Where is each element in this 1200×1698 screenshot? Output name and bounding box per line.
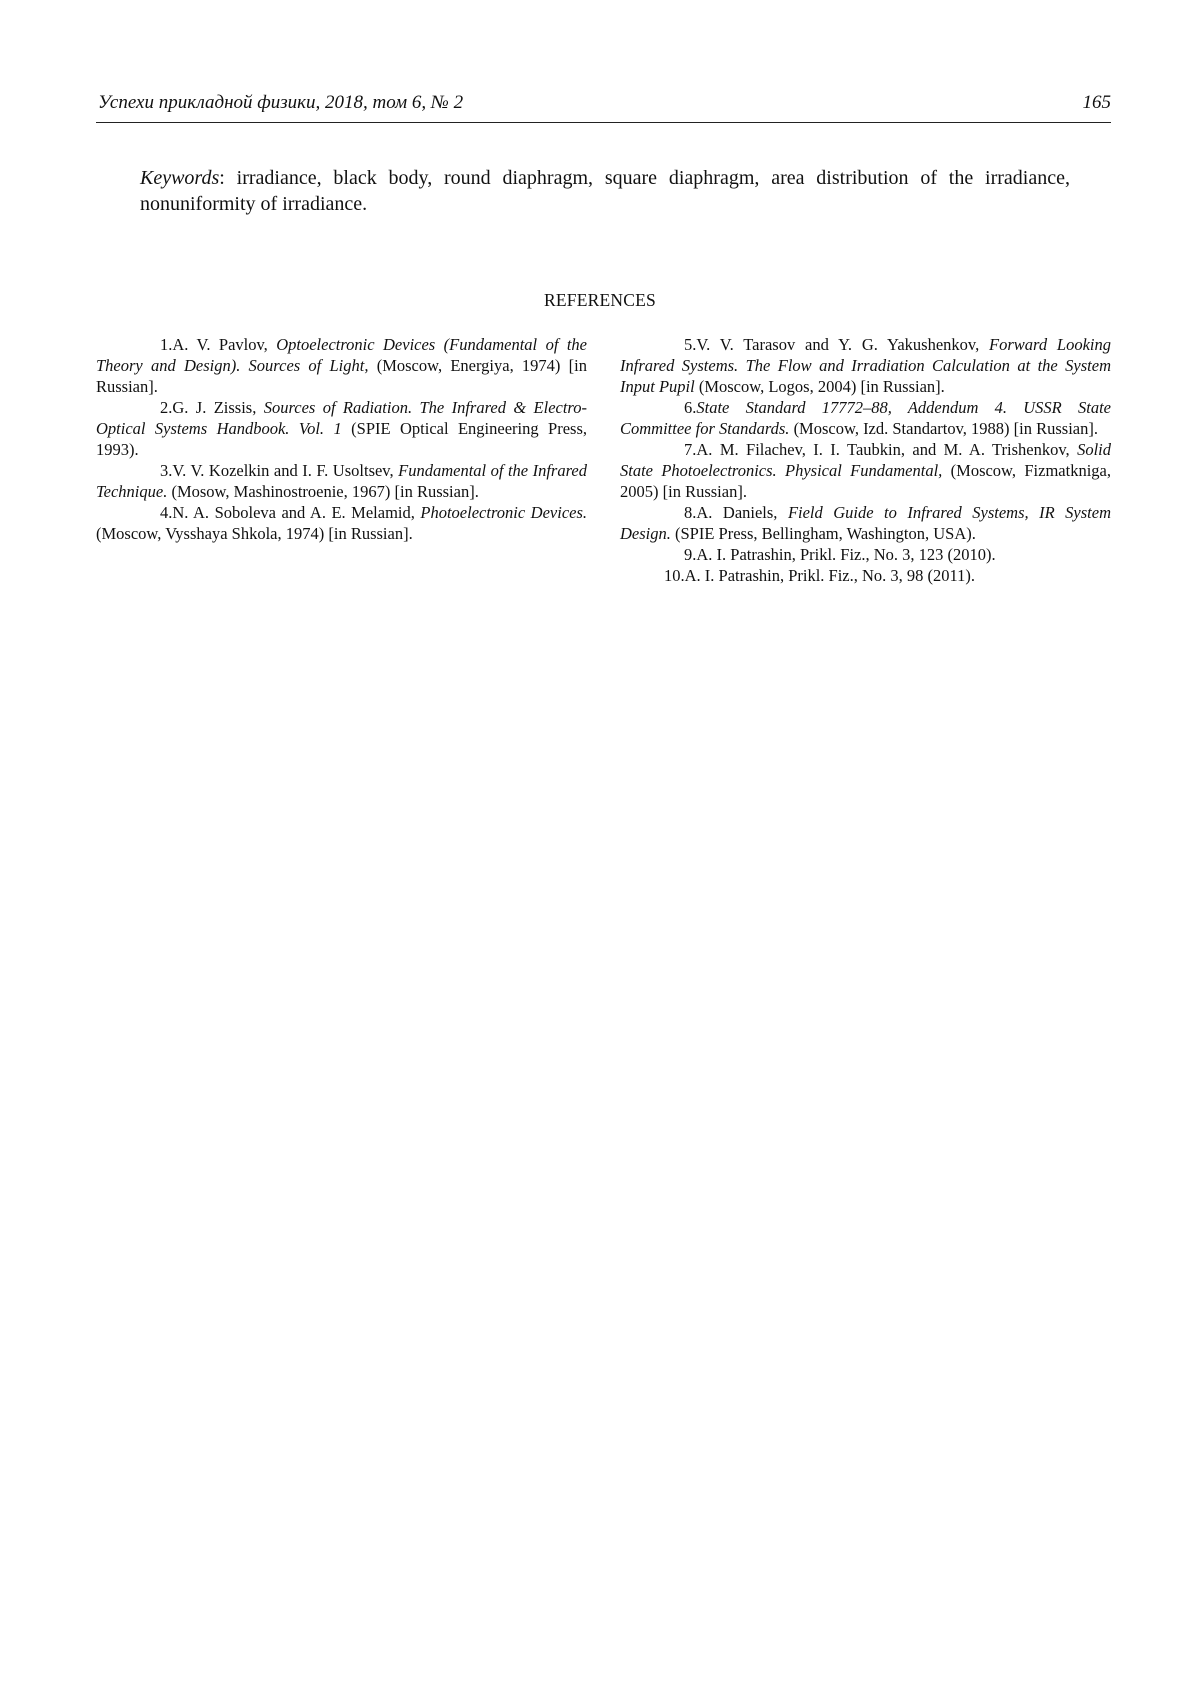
reference-item [96,460,587,502]
reference-item [96,502,587,544]
reference-source: (Mosow, Mashinostroenie, 1967) [in Russian]. [167,482,479,501]
reference-source: (SPIE Press, Bellingham, Washington, USA). [670,524,976,543]
reference-number: 2. [160,398,173,417]
reference-item [620,502,1111,544]
keywords-text: : irradiance, black body, round diaphragm, square diaphragm, area distribution of the irradiance, nonuniformity of irradiance. [140,167,1070,215]
reference-item [96,397,587,460]
reference-number: 10. [664,566,685,585]
references-heading: REFERENCES [544,290,656,310]
references-left-column [96,334,587,544]
reference-authors: A. Daniels, [696,503,788,522]
reference-title: Sources of Radiation. The Infrared & Electro-Optical Systems Handbook. Vol. 1 [96,398,587,438]
reference-source: (SPIE Optical Engineering Press, 1993). [96,419,587,459]
references-right-column [620,334,1111,586]
keywords-label: Keywords [140,167,220,189]
reference-number: 5. [684,335,697,354]
reference-item [620,544,1111,565]
reference-item [96,334,587,397]
reference-authors: A. V. Pavlov, [172,335,277,354]
reference-source: (Moscow, Fizmatkniga, 2005) [in Russian]. [620,461,1111,501]
reference-item [620,334,1111,397]
reference-number: 3. [160,461,173,480]
journal-title: Успехи прикладной физики, 2018, том 6, № 2 [98,92,464,113]
page-number: 165 [1082,92,1111,113]
running-head [96,92,1111,123]
reference-number: 6. [684,398,697,417]
reference-source: (Moscow, Vysshaya Shkola, 1974) [in Russian]. [96,524,413,543]
reference-title: Photoelectronic Devices. [420,503,588,522]
reference-authors: V. V. Kozelkin and I. F. Usoltsev, [172,461,399,480]
reference-title: Optoelectronic Devices (Fundamental of the Theory and Design). Sources of Light, [96,335,587,375]
reference-number: 7. [684,440,697,459]
reference-authors: A. M. Filachev, I. I. Taubkin, and M. A. Trishenkov, [696,440,1078,459]
reference-item [620,565,1111,586]
reference-text: A. I. Patrashin, Prikl. Fiz., No. 3, 123 (2010). [696,545,996,564]
reference-source: (Moscow, Izd. Standartov, 1988) [in Russian]. [789,419,1098,438]
reference-number: 8. [684,503,697,522]
reference-title: Forward Looking Infrared Systems. The Flow and Irradiation Calculation at the System Input Pupil [620,335,1111,396]
reference-item [620,397,1111,439]
reference-authors: V. V. Tarasov and Y. G. Yakushenkov, [696,335,990,354]
keywords [140,165,1070,217]
reference-item [620,439,1111,502]
reference-title: State Standard 17772–88, Addendum 4. USSR State Committee for Standards. [620,398,1111,438]
reference-title: Fundamental of the Infrared Technique. [96,461,587,501]
reference-text: A. I. Patrashin, Prikl. Fiz., No. 3, 98 (2011). [684,566,976,585]
reference-number: 9. [684,545,697,564]
reference-number: 1. [160,335,173,354]
reference-title: Solid State Photoelectronics. Physical Fundamental, [620,440,1111,480]
reference-source: (Moscow, Energiya, 1974) [in Russian]. [96,356,587,396]
reference-source: (Moscow, Logos, 2004) [in Russian]. [694,377,945,396]
reference-authors: N. A. Soboleva and A. E. Melamid, [172,503,421,522]
reference-title: Field Guide to Infrared Systems, IR System Design. [620,503,1111,543]
reference-authors: G. J. Zissis, [172,398,264,417]
reference-number: 4. [160,503,173,522]
